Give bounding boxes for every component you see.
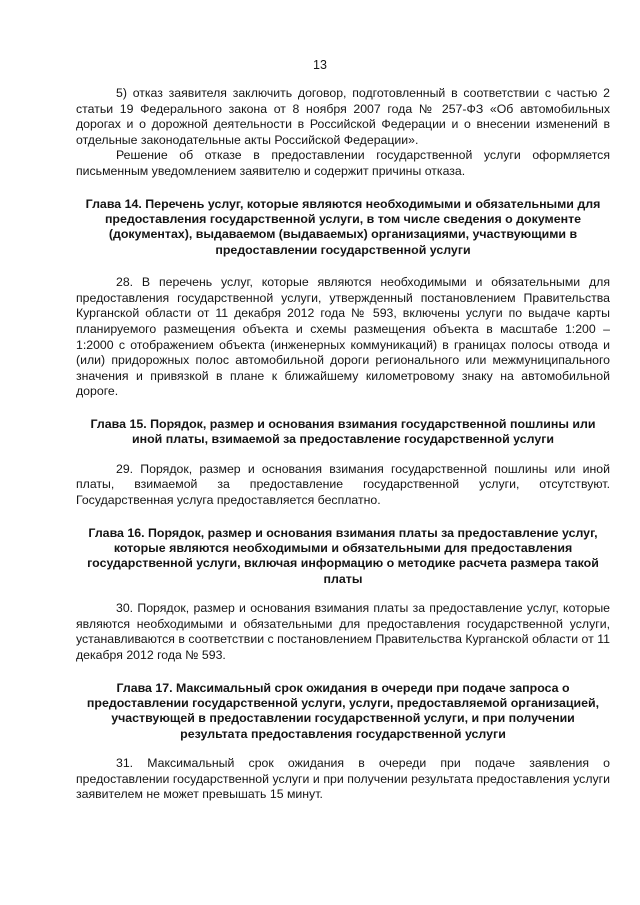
paragraph-31: 31. Максимальный срок ожидания в очереди при подаче заявления о предоставлении государственной услуги и при получении результата предоставления услуги заявителем не может превышать 15 минут.: [76, 756, 610, 802]
heading-chapter-16: Глава 16. Порядок, размер и основания взимания платы за предоставление услуг, которые являются необходимыми и обязательными для предоставления государственной услуги, включая информацию о методике расчета размера такой платы: [87, 525, 599, 586]
paragraph-refusal-item-5: 5) отказ заявителя заключить договор, подготовленный в соответствии с частью 2 статьи 19 Федерального закона от 8 ноября 2007 года № 257-ФЗ «Об автомобильных дорогах и о дорожной деятельности в Российской Федерации и о внесении изменений в отдельные законодательные акты Российской Федерации».: [76, 86, 610, 147]
paragraph-28: 28. В перечень услуг, которые являются необходимыми и обязательными для предоставления государственной услуги, утвержденный постановлением Правительства Курганской области от 11 декабря 2012 года № 593, включены услуги по выдаче карты планируемого размещения объекта и схемы размещения объекта в масштабе 1:200 – 1:2000 с отображением объекта (инженерных коммуникаций) в границах полосы отвода и (или) придорожных полос автомобильной дороги регионального или межмуниципального значения и привязкой в плане к ближайшему километровому знаку на автомобильной дороге.: [76, 275, 610, 399]
document-body: [76, 86, 610, 803]
heading-chapter-14: Глава 14. Перечень услуг, которые являются необходимыми и обязательными для предоставления государственной услуги, в том числе сведения о документе (документах), выдаваемом (выдаваемых) организациями, участвующими в предоставлении государственной услуги: [85, 196, 601, 257]
paragraph-refusal-decision: Решение об отказе в предоставлении государственной услуги оформляется письменным уведомлением заявителю и содержит причины отказа.: [76, 148, 610, 178]
page-number: 13: [313, 58, 327, 72]
paragraph-29: 29. Порядок, размер и основания взимания государственной пошлины или иной платы, взимаемой за предоставление государственной услуги, отсутствуют. Государственная услуга предоставляется бесплатно.: [76, 461, 610, 507]
heading-chapter-15: Глава 15. Порядок, размер и основания взимания государственной пошлины или иной платы, взимаемой за предоставление государственной услуги: [90, 416, 596, 447]
paragraph-30: 30. Порядок, размер и основания взимания платы за предоставление услуг, которые являются необходимыми и обязательными для предоставления государственной услуги, устанавливаются в соответствии с постановлением Правительства Курганской области от 11 декабря 2012 года № 593.: [76, 601, 610, 662]
heading-chapter-17: Глава 17. Максимальный срок ожидания в очереди при подаче запроса о предоставлении государственной услуги, услуги, предоставляемой организацией, участвующей в предоставлении государственной услуги, и при получении результата предоставления государственной услуги: [86, 680, 600, 741]
